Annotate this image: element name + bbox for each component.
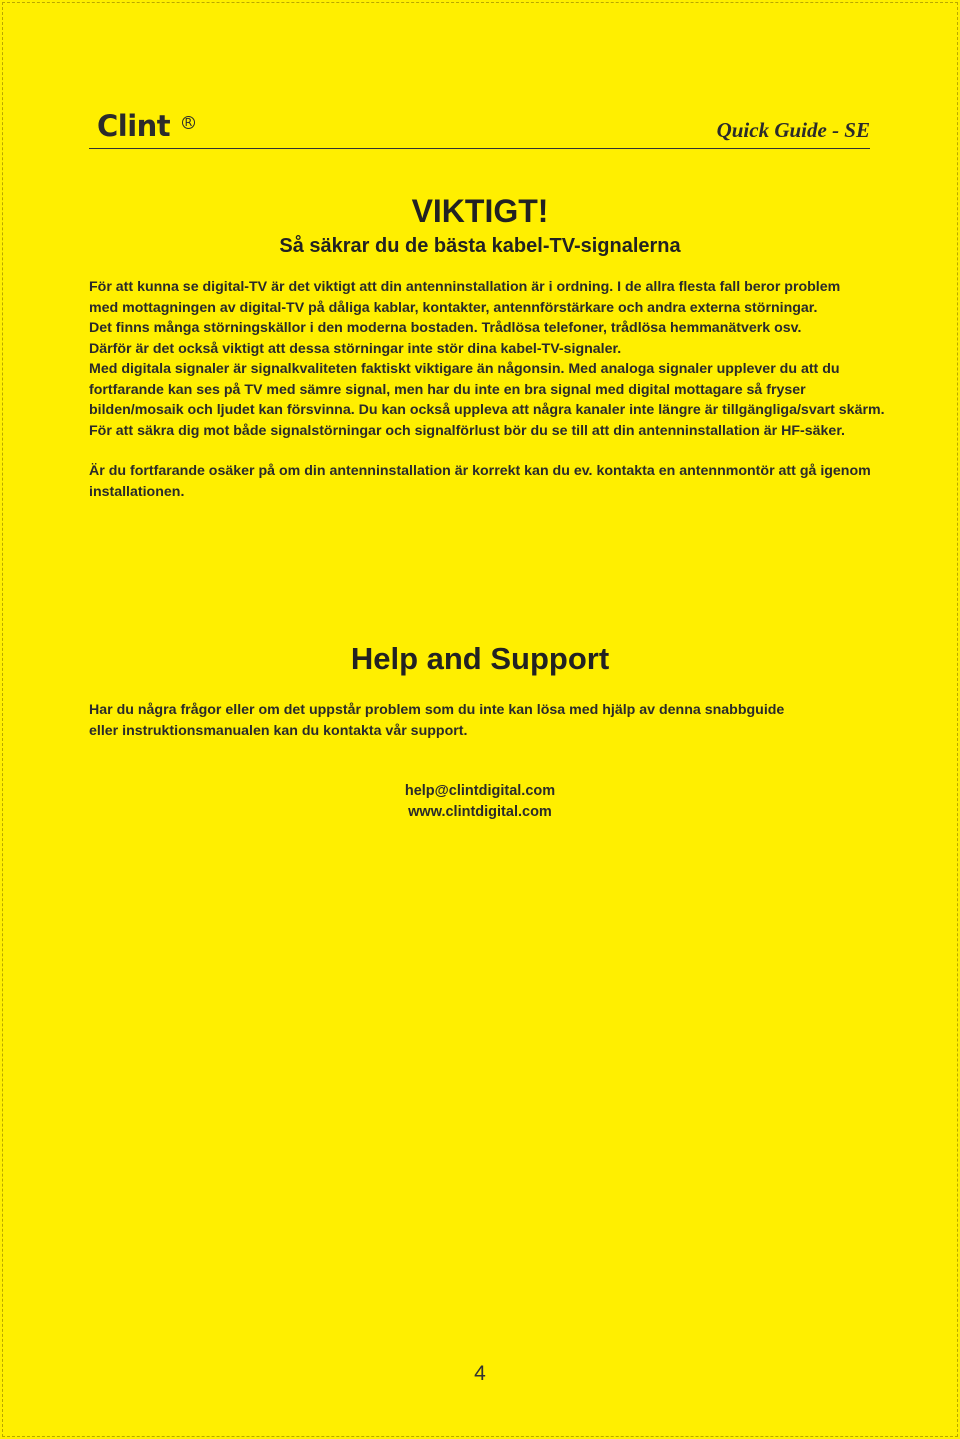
page-header (89, 104, 870, 149)
text-line: För att kunna se digital-TV är det viktigt att din antenninstallation är i ordning. I de allra flesta fall beror problem (89, 279, 841, 295)
text-line: Har du några frågor eller om det uppstår problem som du inte kan lösa med hjälp av denna snabbguide (89, 702, 785, 718)
warning-title: VIKTIGT! (411, 193, 549, 229)
text-line: Med digitala signaler är signalkvaliteten faktiskt viktigare än någonsin. Med analoga signaler upplever du att du (89, 361, 840, 377)
text-line: Det finns många störningskällor i den moderna bostaden. Trådlösa telefoner, trådlösa hemmanätverk osv. (89, 320, 802, 336)
warning-paragraph-1 (89, 277, 929, 441)
warning-subtitle: Så säkrar du de bästa kabel-TV-signalerna (279, 235, 681, 257)
website-link[interactable]: www.clintdigital.com (408, 804, 552, 820)
page-number: 4 (474, 1362, 486, 1385)
text-line: bilden/mosaik och ljudet kan försvinna. Du kan också uppleva att några kanaler inte längre är tillgängliga/svart skärm. (89, 402, 885, 418)
clint-logo: Clint (97, 109, 171, 143)
text-line: installationen. (89, 483, 185, 500)
text-line: För att säkra dig mot både signalstörningar och signalförlust bör du se till att din antenninstallation är HF-säker. (89, 422, 845, 439)
text-line: fortfarande kan ses på TV med sämre signal, men har du inte en bra signal med digital mottagare så fryser (89, 381, 806, 398)
contact-info (0, 781, 960, 823)
text-line: eller instruktionsmanualen kan du kontakta vår support. (89, 722, 468, 739)
support-paragraph (89, 700, 929, 741)
help-support-title: Help and Support (350, 641, 610, 676)
warning-paragraph-2 (89, 461, 929, 502)
text-line: Därför är det också viktigt att dessa störningar inte stör dina kabel-TV-signaler. (89, 340, 622, 357)
text-line: med mottagningen av digital-TV på dåliga kablar, kontakter, antennförstärkare och andra externa störningar. (89, 299, 818, 316)
text-line: Är du fortfarande osäker på om din antenninstallation är korrekt kan du ev. kontakta en antennmontör att gå igenom (89, 463, 871, 479)
support-email-link[interactable]: help@clintdigital.com (404, 783, 556, 799)
registered-mark-icon: R (182, 116, 195, 129)
guide-title: Quick Guide - SE (716, 118, 870, 142)
